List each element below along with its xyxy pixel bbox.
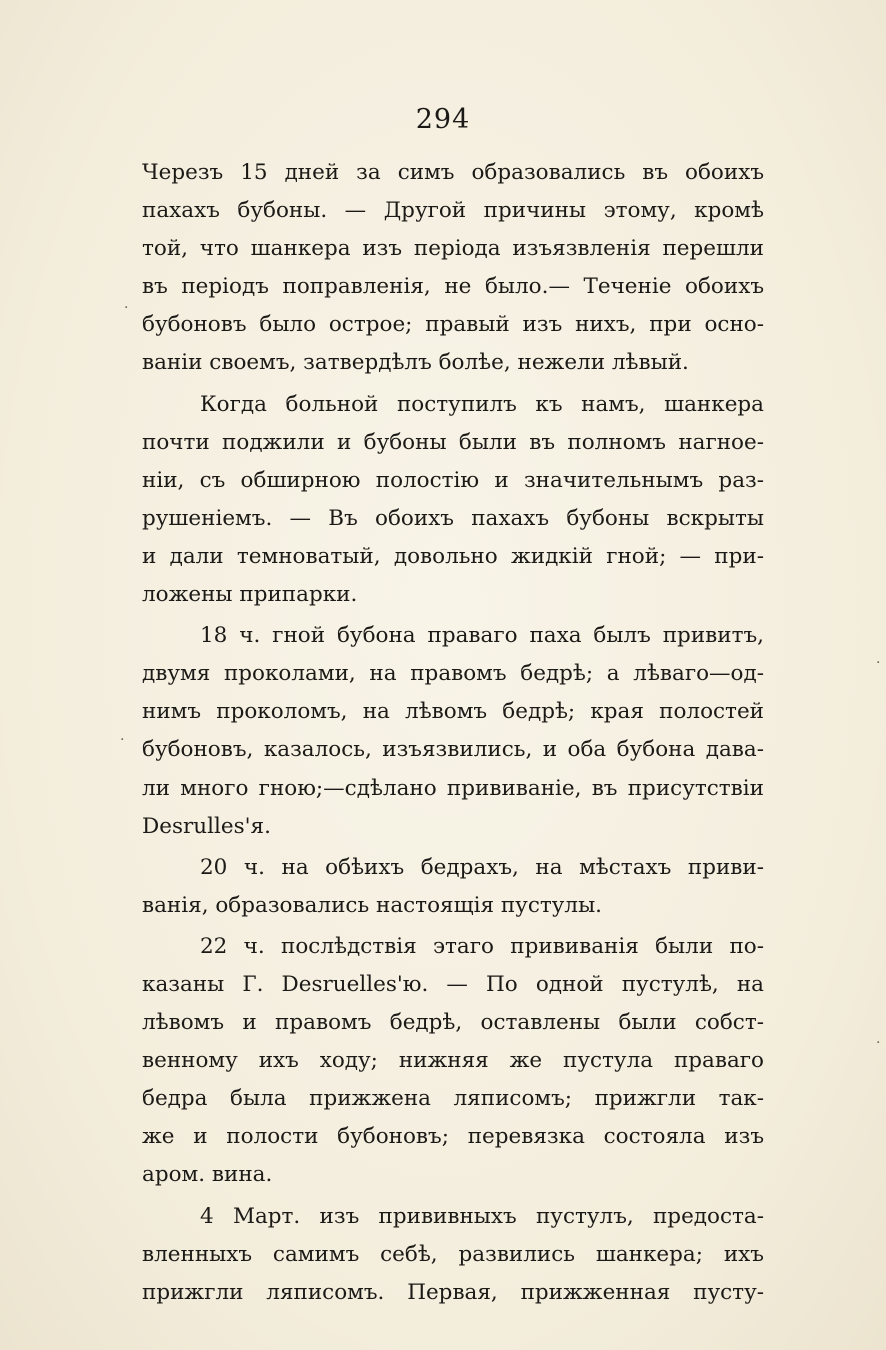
page-number: 294 xyxy=(415,104,471,135)
text-line: нимъ проколомъ, на лѣвомъ бедрѣ; края полостей xyxy=(142,699,764,725)
text-line: Desrulles'я. xyxy=(142,813,271,839)
text-line: ваніи своемъ, затвердѣлъ болѣе, нежели лѣвый. xyxy=(142,350,689,376)
margin-speck: · xyxy=(124,300,129,316)
text-line: ли много гною;—сдѣлано прививаніе, въ присутствіи xyxy=(142,775,764,801)
margin-speck: · xyxy=(876,1035,881,1051)
text-line: ванія, образовались настоящія пустулы. xyxy=(142,892,603,918)
text-line: прижгли ляписомъ. Первая, прижженная пусту- xyxy=(142,1279,764,1305)
text-line: той, что шанкера изъ періода изъязвленія перешли xyxy=(142,236,764,262)
text-line: лѣвомъ и правомъ бедрѣ, оставлены были собст- xyxy=(142,1010,764,1036)
text-line: рушеніемъ. — Въ обоихъ пахахъ бубоны вскрыты xyxy=(142,505,764,531)
body-text xyxy=(142,154,764,1312)
text-line: Когда больной поступилъ къ намъ, шанкера xyxy=(200,391,764,417)
text-line: бубоновъ, казалось, изъязвились, и оба бубона дава- xyxy=(142,737,764,763)
text-line: вленныхъ самимъ себѣ, развились шанкера; ихъ xyxy=(142,1241,764,1267)
text-line: казаны Г. Desruelles'ю. — По одной пустулѣ, на xyxy=(142,971,764,997)
text-line: бедра была прижжена ляписомъ; прижгли так- xyxy=(142,1086,764,1112)
text-line: въ періодъ поправленія, не было.— Теченіе обоихъ xyxy=(142,274,764,300)
text-line: почти поджили и бубоны были въ полномъ нагное- xyxy=(142,429,764,455)
text-line: пахахъ бубоны. — Другой причины этому, кромѣ xyxy=(142,198,764,224)
margin-speck: · xyxy=(876,655,881,671)
margin-speck: . xyxy=(120,728,125,744)
text-line: 4 Март. изъ прививныхъ пустулъ, предоста- xyxy=(200,1203,764,1229)
text-line: ложены припарки. xyxy=(142,582,358,608)
text-line: аром. вина. xyxy=(142,1162,273,1188)
text-line: бубоновъ было острое; правый изъ нихъ, при осно- xyxy=(142,312,764,338)
text-line: венному ихъ ходу; нижняя же пустула праваго xyxy=(142,1048,764,1074)
text-line: же и полости бубоновъ; перевязка состояла изъ xyxy=(142,1124,764,1150)
text-line: ніи, съ обширною полостію и значительнымъ раз- xyxy=(142,467,764,493)
text-line: 22 ч. послѣдствія этаго прививанія были по- xyxy=(200,933,764,959)
text-line: двумя проколами, на правомъ бедрѣ; а лѣваго—од- xyxy=(142,661,764,687)
text-line: 20 ч. на обѣихъ бедрахъ, на мѣстахъ приви- xyxy=(200,854,764,880)
text-line: Черезъ 15 дней за симъ образовались въ обоихъ xyxy=(142,160,764,185)
text-line: 18 ч. гной бубона праваго паха былъ привитъ, xyxy=(200,623,764,649)
text-line: и дали темноватый, довольно жидкій гной; — при- xyxy=(142,543,764,569)
